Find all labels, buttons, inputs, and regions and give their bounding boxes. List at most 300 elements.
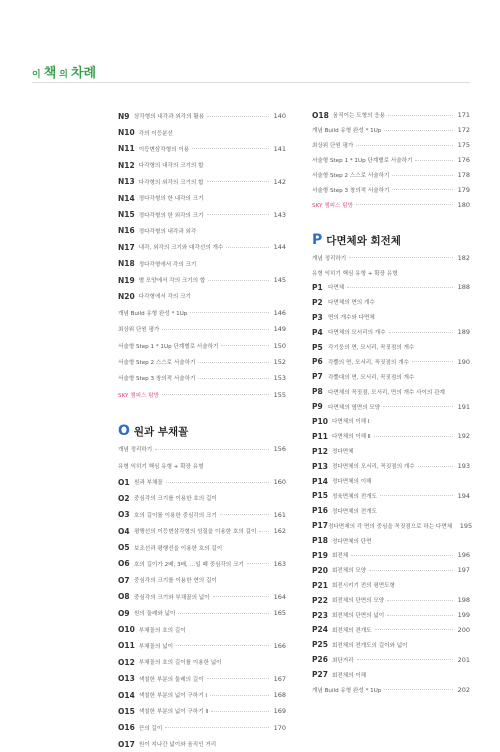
toc-title: 다각형의 내각의 크기의 합	[138, 163, 204, 170]
toc-row[interactable]	[312, 429, 470, 444]
toc-page: 189	[457, 328, 470, 337]
toc-title: 정육면체의 전개도	[331, 493, 377, 500]
toc-code: P10	[312, 416, 328, 426]
toc-row[interactable]	[118, 272, 286, 288]
toc-title: 최상위 단원 평가	[312, 143, 354, 150]
toc-title: 개념 정리하기	[312, 255, 347, 262]
toc-row[interactable]	[118, 605, 286, 621]
toc-page: 191	[457, 402, 470, 411]
toc-row[interactable]	[312, 310, 470, 325]
toc-row[interactable]	[312, 108, 470, 123]
toc-title: 끈의 길이	[138, 725, 163, 732]
toc-page: 188	[457, 283, 470, 292]
toc-code: N20	[118, 291, 135, 301]
toc-row[interactable]	[118, 539, 286, 555]
toc-page: 163	[273, 559, 286, 568]
toc-title: 정다각형의 내각과 외각	[138, 228, 197, 235]
toc-code: O11	[118, 641, 135, 651]
toc-leader	[207, 214, 270, 215]
toc-code: P11	[312, 431, 328, 441]
toc-row[interactable]	[118, 141, 286, 157]
toc-title: 정다각형에서 각의 크기	[138, 261, 197, 268]
toc-page: 141	[273, 144, 286, 153]
toc-title: 다면체의 꼭짓점, 모서리, 면의 개수 사이의 관계	[328, 389, 445, 396]
toc-row[interactable]	[118, 572, 286, 588]
toc-leader	[247, 563, 269, 564]
toc-row[interactable]	[312, 474, 470, 489]
toc-leader	[259, 531, 269, 532]
toc-title: 최상위 단원 평가	[118, 327, 160, 334]
toc-leader	[351, 555, 453, 556]
toc-code: P19	[312, 550, 328, 560]
toc-title: 서술형 Step 2 스스로 서술하기	[312, 173, 390, 179]
toc-leader	[387, 600, 453, 601]
toc-page: 143	[273, 210, 286, 219]
toc-title: 부채꼴의 넓이	[138, 643, 174, 650]
toc-title: 회전체의 단면의 넓이	[331, 613, 385, 620]
toc-code: O16	[118, 723, 135, 733]
toc-page: 160	[273, 478, 286, 486]
toc-title: 면의 개수와 다면체	[328, 315, 375, 322]
toc-title: 정다각형의 한 외각의 크기	[138, 212, 204, 219]
toc-page: 142	[273, 177, 286, 186]
toc-title: 서술형 Step 2 스스로 서술하기	[118, 360, 196, 367]
chapter-letter: O	[118, 423, 130, 440]
toc-code: N16	[118, 226, 135, 236]
toc-title: 각뿔대의 면, 모서리, 꼭짓점의 개수	[328, 374, 415, 381]
toc-page: 152	[273, 358, 286, 367]
toc-page: 176	[457, 156, 470, 165]
toc-page: 149	[273, 325, 286, 334]
toc-leader	[380, 495, 453, 496]
toc-page: 155	[273, 390, 286, 399]
toc-row[interactable]	[312, 459, 470, 474]
toc-title: 서술형 Step 1 * 1Up 단계별로 서술하기	[312, 158, 413, 165]
toc-row[interactable]	[118, 223, 286, 239]
toc-row[interactable]	[312, 637, 470, 652]
toc-row[interactable]	[312, 563, 470, 578]
toc-code: P16	[312, 506, 328, 516]
toc-row[interactable]	[312, 667, 470, 682]
toc-code: P3	[312, 312, 323, 322]
toc-row[interactable]	[118, 157, 286, 173]
toc-code: N9	[118, 111, 130, 121]
toc-row[interactable]	[312, 399, 470, 414]
toc-row[interactable]	[312, 123, 470, 138]
toc-page: 197	[457, 566, 470, 575]
header-prefix: 이	[32, 70, 41, 80]
right-column	[312, 108, 473, 697]
toc-leader	[388, 115, 453, 116]
toc-title: SKY 챔피스 탐방	[118, 392, 160, 399]
toc-page: 180	[457, 200, 470, 209]
toc-row[interactable]	[312, 340, 470, 355]
toc-title: 다면체의 면의 개수	[328, 300, 375, 307]
toc-title: 유형 익히기 핵심 유형 + 확장 유형	[118, 463, 204, 470]
toc-row[interactable]	[312, 153, 470, 168]
toc-row[interactable]	[312, 682, 470, 697]
toc-leader	[220, 514, 269, 515]
toc-leader	[221, 345, 269, 346]
toc-page: 178	[457, 171, 470, 179]
toc-title: 각기둥의 면, 모서리, 꼭짓점의 개수	[328, 345, 415, 352]
toc-code: O17	[118, 739, 135, 749]
chapter-heading[interactable]	[118, 421, 286, 441]
toc-row[interactable]	[118, 720, 286, 736]
toc-leader	[384, 130, 453, 131]
toc-code: N10	[118, 128, 135, 138]
toc-code: P2	[312, 297, 323, 307]
toc-code: P4	[312, 327, 323, 337]
toc-leader	[356, 204, 453, 205]
toc-row[interactable]	[312, 168, 470, 183]
chapter-heading[interactable]	[312, 230, 470, 250]
toc-code: P8	[312, 387, 323, 397]
toc-row[interactable]	[312, 138, 470, 153]
toc-page: 150	[273, 341, 286, 350]
toc-code: P17	[312, 521, 328, 531]
toc-title: 이등변삼각형의 이용	[138, 146, 190, 153]
toc-row[interactable]	[118, 190, 286, 206]
toc-code: P12	[312, 446, 328, 456]
toc-code: P14	[312, 476, 328, 486]
toc-page: 165	[273, 609, 286, 618]
toc-page: 175	[457, 141, 470, 150]
toc-title: 정다면체의 이해	[331, 479, 372, 486]
toc-leader	[210, 695, 269, 696]
toc-code: O18	[312, 110, 329, 120]
toc-title: 원과 부채꼴	[134, 480, 163, 486]
toc-leader	[166, 482, 269, 483]
toc-title: 호의 길이가 2배, 3배, …일 때 중심각의 크기	[134, 561, 244, 568]
toc-title: 개념 Build 유형 완성 * 1Up	[312, 687, 382, 694]
toc-row[interactable]	[118, 474, 286, 490]
toc-code: P22	[312, 595, 328, 605]
toc-code: P9	[312, 402, 323, 412]
toc-leader	[176, 645, 269, 646]
toc-page: 200	[457, 625, 470, 634]
toc-title: 개념 정리하기	[118, 447, 153, 454]
toc-code: N11	[118, 144, 135, 154]
toc-code: O3	[118, 510, 130, 520]
toc-page: 201	[457, 655, 470, 664]
toc-row[interactable]	[118, 174, 286, 190]
toc-title: 정다면체의 전개도	[331, 508, 377, 515]
toc-code: P27	[312, 670, 328, 680]
toc-page: 202	[457, 685, 470, 694]
toc-row[interactable]	[118, 387, 286, 403]
toc-row[interactable]	[118, 370, 286, 386]
toc-title: 정다면체	[331, 449, 354, 456]
toc-code: O10	[118, 625, 135, 635]
toc-code: P1	[312, 282, 323, 292]
toc-leader	[165, 727, 269, 728]
toc-code: P18	[312, 536, 328, 546]
toc-row[interactable]	[118, 654, 286, 670]
toc-title: 다면체의 이해 Ⅰ	[331, 419, 370, 426]
toc-code: P15	[312, 491, 328, 501]
toc-title: 다면체의 모서리의 개수	[328, 330, 386, 337]
toc-row[interactable]	[312, 250, 470, 265]
toc-row[interactable]	[312, 295, 470, 310]
toc-row[interactable]	[118, 490, 286, 506]
toc-row[interactable]	[118, 288, 286, 304]
toc-row[interactable]	[118, 239, 286, 255]
toc-code: P7	[312, 372, 323, 382]
toc-row[interactable]	[118, 354, 286, 370]
toc-row[interactable]	[118, 305, 286, 321]
toc-row[interactable]	[118, 457, 286, 473]
toc-page: 170	[273, 723, 286, 732]
toc-title: 회전체의 모양	[331, 568, 367, 575]
toc-page: 169	[273, 707, 286, 716]
toc-leader	[178, 613, 269, 614]
toc-title: 회전시키기 전의 평면도형	[331, 583, 395, 590]
toc-title: 각뿔의 면, 모서리, 꼭짓점의 개수	[328, 359, 409, 366]
toc-page: 196	[457, 551, 470, 560]
toc-title: 다면체의 이해 Ⅱ	[331, 434, 371, 441]
toc-title: 색칠한 부분의 넓이 구하기 Ⅱ	[138, 709, 209, 716]
toc-page: 166	[273, 641, 286, 650]
toc-title: 원이 지나간 넓이와 움직인 거리	[138, 742, 217, 749]
toc-page: 164	[273, 592, 286, 601]
toc-row[interactable]	[118, 441, 286, 457]
toc-title: 보조선과 평행선을 이용한 호의 길이	[134, 545, 223, 552]
toc-code: O6	[118, 559, 130, 569]
toc-title: SKY 챔피스 탐방	[312, 202, 354, 209]
toc-row[interactable]	[312, 354, 470, 369]
toc-title: 서술형 Step 3 창의적 서술하기	[118, 376, 196, 383]
chapter-letter: P	[312, 232, 323, 249]
toc-page: 153	[273, 374, 286, 383]
toc-code: O1	[118, 477, 130, 487]
toc-title: 회전체의 전개도의 길이와 넓이	[331, 642, 408, 649]
toc-title: 서술형 Step 3 창의적 서술하기	[312, 187, 390, 194]
toc-row[interactable]	[118, 337, 286, 353]
toc-leader	[162, 329, 269, 330]
toc-row[interactable]	[312, 593, 470, 608]
toc-page: 168	[273, 691, 286, 700]
toc-title: 색칠한 부분의 넓이 구하기 Ⅰ	[138, 693, 208, 700]
toc-page: 190	[457, 357, 470, 366]
toc-title: 회전체의 단면의 모양	[331, 598, 385, 605]
left-column	[118, 108, 286, 752]
toc-title: 움직이는 도형의 응용	[332, 113, 386, 120]
toc-leader	[374, 436, 453, 437]
toc-title: 다각형의 외각의 크기의 합	[138, 179, 204, 186]
toc-code: P24	[312, 625, 328, 635]
toc-code: N19	[118, 275, 135, 285]
toc-row[interactable]	[118, 736, 286, 752]
toc-code: O7	[118, 575, 130, 585]
toc-leader	[347, 287, 453, 288]
toc-code: P23	[312, 610, 328, 620]
toc-leader	[155, 449, 269, 450]
toc-title: 원의 둘레와 넓이	[134, 611, 176, 618]
toc-code: P5	[312, 342, 323, 352]
toc-leader	[375, 629, 453, 630]
toc-title: 색칠한 부분의 둘레의 길이	[138, 676, 204, 683]
toc-title: 서술형 Step 1 * 1Up 단계별로 서술하기	[118, 343, 219, 350]
toc-page: 192	[457, 432, 470, 441]
toc-title: 개념 Build 유형 완성 * 1Up	[118, 310, 188, 317]
toc-row[interactable]	[118, 556, 286, 572]
toc-code: N12	[118, 160, 135, 170]
toc-title: 유형 익히기 핵심 유형 + 확장 유형	[312, 270, 398, 277]
toc-row[interactable]	[118, 589, 286, 605]
toc-code: P21	[312, 580, 328, 590]
header-title-3: 차례	[70, 66, 97, 81]
toc-leader	[392, 189, 453, 190]
toc-row[interactable]	[312, 384, 470, 399]
toc-page: 172	[457, 126, 470, 135]
toc-leader	[226, 247, 269, 248]
toc-row[interactable]	[312, 265, 470, 280]
toc-row[interactable]	[312, 623, 470, 638]
toc-row[interactable]	[312, 444, 470, 459]
toc-title: 호의 길이를 이용한 중심각의 크기	[134, 512, 217, 519]
toc-row[interactable]	[118, 638, 286, 654]
toc-row[interactable]	[312, 488, 470, 503]
toc-row[interactable]	[118, 256, 286, 272]
toc-title: 삼각형의 내각과 외각의 활용	[134, 114, 205, 121]
toc-row[interactable]	[312, 578, 470, 593]
toc-title: 정다면체의 모서리, 꼭짓점의 개수	[331, 464, 415, 471]
toc-title: 다면체	[328, 285, 345, 292]
toc-row[interactable]	[312, 652, 470, 667]
toc-code: O9	[118, 608, 130, 618]
toc-page: 171	[457, 111, 470, 120]
toc-page: 194	[457, 491, 470, 500]
toc-title: 정다면체의 각 면의 중심을 꼭짓점으로 하는 다면체	[328, 523, 453, 530]
toc-code: N18	[118, 259, 135, 269]
toc-code: O2	[118, 493, 130, 503]
chapter-name: 원과 부채꼴	[133, 425, 189, 438]
toc-code: O12	[118, 657, 135, 667]
toc-row[interactable]	[118, 671, 286, 687]
toc-page: 161	[273, 510, 286, 519]
toc-page: 140	[273, 112, 286, 121]
toc-title: 개념 Build 유형 완성 * 1Up	[312, 128, 382, 135]
toc-page: 182	[457, 253, 470, 262]
toc-leader	[198, 378, 269, 379]
toc-code: N13	[118, 177, 135, 187]
toc-row[interactable]	[312, 182, 470, 197]
toc-row[interactable]	[118, 124, 286, 140]
toc-row[interactable]	[312, 518, 473, 533]
toc-page: 162	[273, 527, 286, 536]
toc-row[interactable]	[312, 608, 470, 623]
toc-row[interactable]	[118, 703, 286, 719]
toc-code: O8	[118, 592, 130, 602]
toc-code: O4	[118, 526, 130, 536]
toc-leader	[207, 181, 270, 182]
toc-code: O13	[118, 674, 135, 684]
toc-page: 198	[457, 596, 470, 605]
toc-row[interactable]	[312, 197, 470, 212]
toc-leader	[162, 394, 269, 395]
toc-leader	[369, 570, 453, 571]
toc-leader	[418, 466, 453, 467]
toc-title: 정다면체의 단면	[331, 538, 372, 545]
toc-row[interactable]	[312, 369, 470, 384]
toc-page: 144	[273, 243, 286, 252]
toc-leader	[392, 175, 453, 176]
toc-code: P6	[312, 357, 323, 367]
toc-leader	[211, 711, 269, 712]
chapter-name: 다면체와 회전체	[326, 234, 401, 247]
toc-leader	[387, 615, 453, 616]
toc-code: P20	[312, 565, 328, 575]
toc-leader	[389, 332, 453, 333]
toc-row[interactable]	[312, 280, 470, 295]
toc-page: 179	[457, 185, 470, 194]
toc-leader	[190, 312, 269, 313]
toc-row[interactable]	[118, 108, 286, 124]
toc-title: 부채꼴의 호의 길이	[138, 627, 186, 634]
toc-title: 각의 이등분선	[138, 130, 173, 137]
toc-title: 회전체의 전개도	[331, 627, 372, 634]
toc-header	[32, 62, 96, 81]
toc-row[interactable]	[118, 687, 286, 703]
toc-row[interactable]	[118, 321, 286, 337]
toc-code: N17	[118, 242, 135, 252]
toc-row[interactable]	[312, 533, 470, 548]
toc-code: P13	[312, 461, 328, 471]
toc-row[interactable]	[118, 206, 286, 222]
toc-page: 156	[273, 445, 286, 454]
toc-leader	[208, 280, 269, 281]
toc-row[interactable]	[118, 621, 286, 637]
toc-code: P25	[312, 640, 328, 650]
toc-title: 중심각의 크기를 이용한 현의 길이	[134, 578, 217, 585]
header-title-1: 책	[43, 66, 57, 81]
toc-leader	[192, 148, 269, 149]
toc-leader	[349, 257, 453, 258]
toc-page: 146	[273, 308, 286, 317]
toc-code: N14	[118, 193, 135, 203]
toc-title: 정다각형의 한 내각의 크기	[138, 196, 204, 203]
toc-row[interactable]	[118, 507, 286, 523]
toc-leader	[357, 659, 453, 660]
header-divider	[32, 82, 470, 83]
toc-page: 167	[273, 674, 286, 683]
toc-code: N15	[118, 210, 135, 220]
toc-leader	[207, 678, 269, 679]
toc-page: 195	[459, 521, 473, 530]
toc-leader	[198, 362, 269, 363]
toc-leader	[213, 596, 269, 597]
toc-row[interactable]	[312, 503, 470, 518]
toc-row[interactable]	[312, 325, 470, 340]
toc-page: 199	[457, 611, 470, 620]
toc-title: 다각형에서 각의 크기	[138, 294, 191, 301]
toc-row[interactable]	[312, 548, 470, 563]
toc-leader	[384, 689, 453, 690]
toc-leader	[207, 116, 269, 117]
header-title-2: 의	[59, 70, 68, 80]
toc-title: 회전체	[331, 553, 349, 560]
toc-page: 145	[273, 276, 286, 285]
toc-leader	[383, 406, 453, 407]
toc-title: 회전체의 이해	[331, 672, 367, 679]
toc-title: 부채꼴의 호의 길이를 이용한 넓이	[138, 660, 222, 667]
toc-code: O5	[118, 543, 130, 553]
toc-row[interactable]	[312, 414, 470, 429]
toc-page: 193	[457, 462, 470, 471]
toc-row[interactable]	[118, 523, 286, 539]
toc-title: 중심각의 크기를 이용한 호의 길이	[134, 496, 217, 503]
